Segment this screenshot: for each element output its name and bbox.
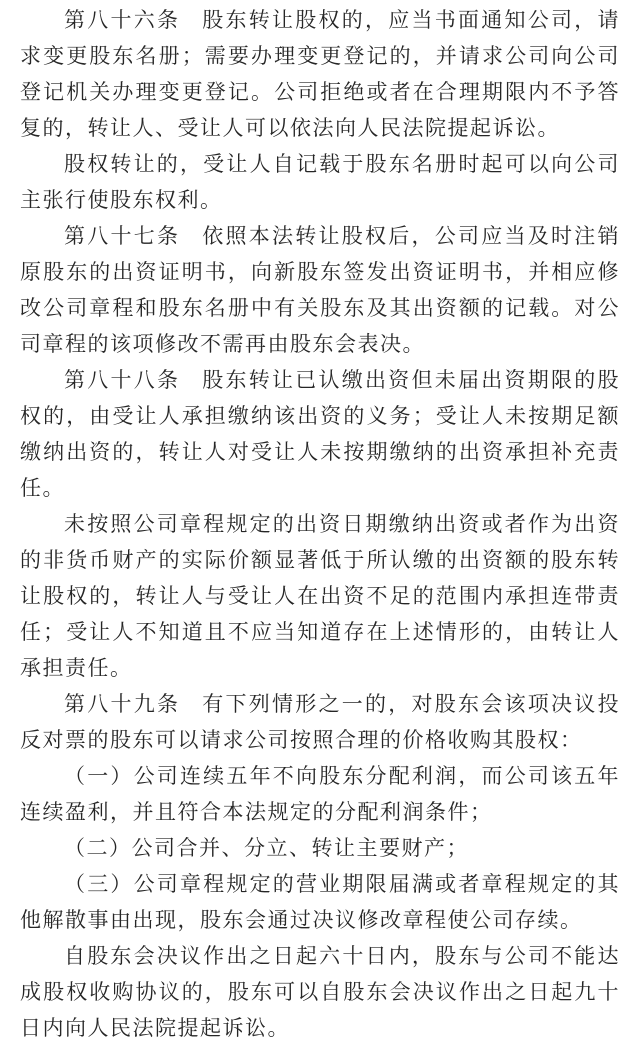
article-88-paragraph-2 [20, 506, 620, 686]
article-label: 第八十九条 [64, 692, 181, 716]
article-86-paragraph-2 [20, 146, 620, 218]
paragraph-text: （二）公司合并、分立、转让主要财产； [64, 836, 469, 860]
paragraph-text: 依照本法转让股权后，公司应当及时注销原股东的出资证明书，向新股东签发出资证明书，并相应修改公司章程和股东名册中有关股东及其出资额的记载。对公司章程的该项修改不需再由股东会表决。 [20, 224, 620, 356]
article-89-item-3 [20, 866, 620, 938]
paragraph-text: 有下列情形之一的，对股东会该项决议投反对票的股东可以请求公司按照合理的价格收购其股权： [20, 692, 620, 752]
article-label: 第八十八条 [64, 368, 181, 392]
article-86-paragraph [20, 2, 620, 146]
paragraph-text: 股东转让股权的，应当书面通知公司，请求变更股东名册；需要办理变更登记的，并请求公司向公司登记机关办理变更登记。公司拒绝或者在合理期限内不予答复的，转让人、受让人可以依法向人民法院提起诉讼。 [20, 8, 620, 140]
article-88-paragraph [20, 362, 620, 506]
article-label: 第八十六条 [64, 8, 181, 32]
article-89-paragraph-2 [20, 938, 620, 1046]
article-89-item-1 [20, 758, 620, 830]
article-label: 第八十七条 [64, 224, 181, 248]
article-89-paragraph [20, 686, 620, 758]
paragraph-text: 自股东会决议作出之日起六十日内，股东与公司不能达成股权收购协议的，股东可以自股东会决议作出之日起九十日内向人民法院提起诉讼。 [20, 944, 620, 1040]
document-page [20, 2, 620, 1046]
paragraph-text: 未按照公司章程规定的出资日期缴纳出资或者作为出资的非货币财产的实际价额显著低于所认缴的出资额的股东转让股权的，转让人与受让人在出资不足的范围内承担连带责任；受让人不知道且不应当知道存在上述情形的，由转让人承担责任。 [20, 512, 620, 680]
article-89-item-2 [20, 830, 620, 866]
article-87-paragraph [20, 218, 620, 362]
paragraph-text: 股东转让已认缴出资但未届出资期限的股权的，由受让人承担缴纳该出资的义务；受让人未按期足额缴纳出资的，转让人对受让人未按期缴纳的出资承担补充责任。 [20, 368, 620, 500]
paragraph-text: （三）公司章程规定的营业期限届满或者章程规定的其他解散事由出现，股东会通过决议修改章程使公司存续。 [20, 872, 620, 932]
paragraph-text: 股权转让的，受让人自记载于股东名册时起可以向公司主张行使股东权利。 [20, 152, 620, 212]
paragraph-text: （一）公司连续五年不向股东分配利润，而公司该五年连续盈利，并且符合本法规定的分配利润条件； [20, 764, 620, 824]
